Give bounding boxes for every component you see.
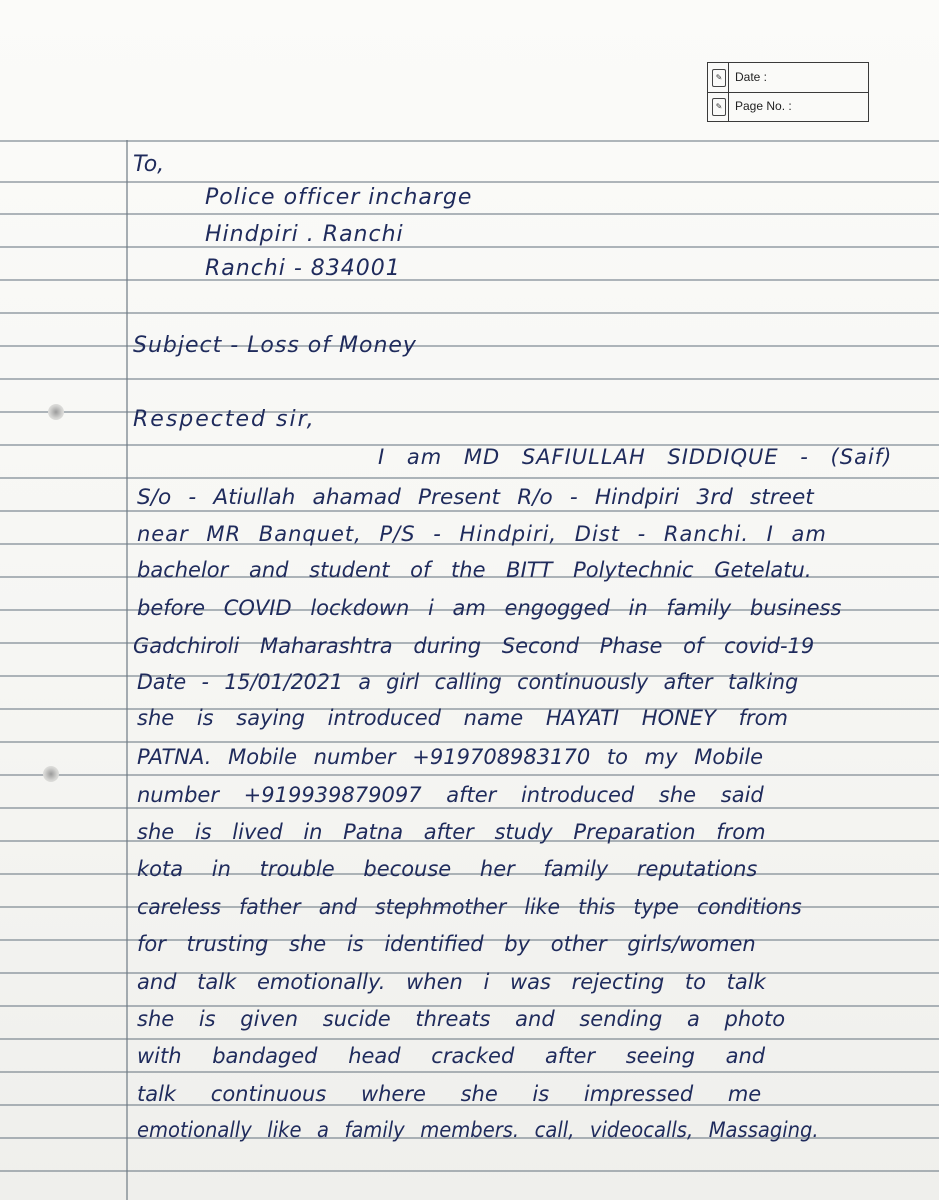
body-line: careless father and stephmother like this type conditions	[137, 895, 802, 919]
address-to: To,	[133, 152, 165, 177]
ruled-line	[0, 378, 939, 380]
body-line: kota in trouble becouse her family reputations	[137, 857, 758, 881]
page-number-label: Page No. :	[735, 99, 792, 113]
ruled-line	[0, 510, 939, 512]
body-line: with bandaged head cracked after seeing and	[137, 1044, 766, 1068]
brand-icon: ✎	[712, 98, 726, 116]
ruled-line	[0, 246, 939, 248]
body-line: bachelor and student of the BITT Polytechnic Getelatu.	[137, 558, 812, 582]
ruled-line	[0, 807, 939, 809]
ruled-line	[0, 312, 939, 314]
body-line: Gadchiroli Maharashtra during Second Phase of covid-19	[133, 634, 815, 658]
body-line: talk continuous where she is impressed me	[137, 1082, 762, 1106]
body-line: PATNA. Mobile number +919708983170 to my Mobile	[137, 745, 764, 769]
subject-line: Subject - Loss of Money	[133, 333, 417, 358]
body-line: S/o - Atiullah ahamad Present R/o - Hindpiri 3rd street	[137, 485, 814, 509]
body-line: she is given sucide threats and sending a photo	[137, 1007, 786, 1031]
punch-hole	[43, 766, 59, 782]
body-line: number +919939879097 after introduced she said	[137, 783, 764, 807]
ruled-line	[0, 1170, 939, 1172]
body-line: emotionally like a family members. call, videocalls, Massaging.	[137, 1118, 819, 1142]
salutation: Respected sir,	[133, 407, 316, 432]
ruled-line	[0, 181, 939, 183]
address-line-3: Ranchi - 834001	[205, 256, 401, 281]
body-line: for trusting she is identified by other girls/women	[137, 932, 756, 956]
ruled-line	[0, 279, 939, 281]
date-label: Date :	[735, 70, 768, 84]
body-line: Date - 15/01/2021 a girl calling continuously after talking	[137, 670, 799, 694]
ruled-line	[0, 741, 939, 743]
body-line: she is saying introduced name HAYATI HONEY from	[137, 706, 788, 730]
ruled-line	[0, 1071, 939, 1073]
body-line: near MR Banquet, P/S - Hindpiri, Dist - Ranchi. I am	[137, 522, 827, 546]
body-line: before COVID lockdown i am engogged in family business	[137, 596, 842, 620]
body-line: she is lived in Patna after study Preparation from	[137, 820, 766, 844]
brand-icon: ✎	[712, 69, 726, 87]
page-number-row	[708, 92, 868, 121]
date-row	[708, 63, 868, 93]
punch-hole	[48, 404, 64, 420]
address-line-2: Hindpiri . Ranchi	[205, 222, 404, 247]
ruled-line	[0, 1038, 939, 1040]
address-line-1: Police officer incharge	[205, 185, 473, 210]
body-line: I am MD SAFIULLAH SIDDIQUE - (Saif)	[378, 445, 893, 469]
ruled-line	[0, 213, 939, 215]
margin-line	[126, 140, 128, 1200]
ruled-line	[0, 140, 939, 142]
body-line: and talk emotionally. when i was rejecting to talk	[137, 970, 766, 994]
ruled-line	[0, 774, 939, 776]
date-page-box	[707, 62, 869, 122]
ruled-line	[0, 477, 939, 479]
